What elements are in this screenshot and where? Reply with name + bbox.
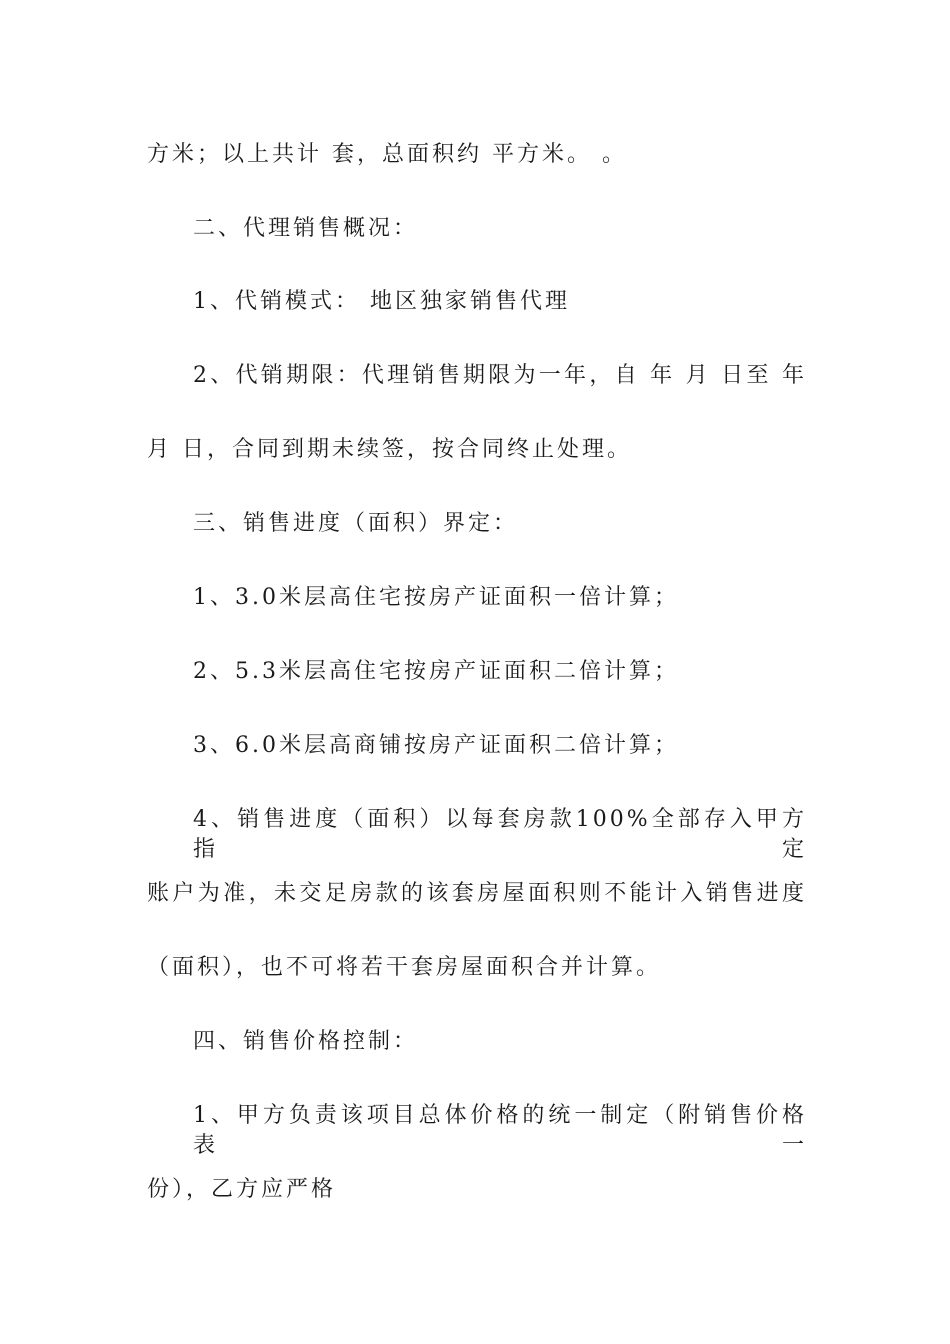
text-line-rule-3: 3、6.0米层高商铺按房产证面积二倍计算； [193, 733, 679, 758]
text-line-price-1-cont: 份），乙方应严格 [147, 1177, 337, 1202]
text-line-rule-4-cont: 账户为准，未交足房款的该套房屋面积则不能计入销售进度 [147, 881, 807, 906]
section-heading-3: 三、销售进度（面积）界定： [193, 511, 519, 536]
text-line-sales-period: 2、代销期限：代理销售期限为一年，自 年 月 日至 年 [193, 363, 807, 388]
section-heading-4: 四、销售价格控制： [193, 1029, 419, 1054]
text-line-price-1: 1、甲方负责该项目总体价格的统一制定（附销售价格表一 [193, 1103, 807, 1158]
text-line-rule-4-end: （面积），也不可将若干套房屋面积合并计算。 [147, 955, 662, 980]
text-line-rule-4: 4、销售进度（面积）以每套房款100%全部存入甲方指定 [193, 807, 807, 862]
section-heading-2: 二、代理销售概况： [193, 216, 419, 241]
text-line-rule-1: 1、3.0米层高住宅按房产证面积一倍计算； [193, 585, 679, 610]
text-line-sales-mode: 1、代销模式： 地区独家销售代理 [193, 289, 570, 314]
text-line-rule-2: 2、5.3米层高住宅按房产证面积二倍计算； [193, 659, 679, 684]
text-line-sales-period-cont: 月 日，合同到期未续签，按合同终止处理。 [147, 437, 632, 462]
text-line-1: 方米；以上共计 套，总面积约 平方米。 。 [147, 142, 627, 167]
